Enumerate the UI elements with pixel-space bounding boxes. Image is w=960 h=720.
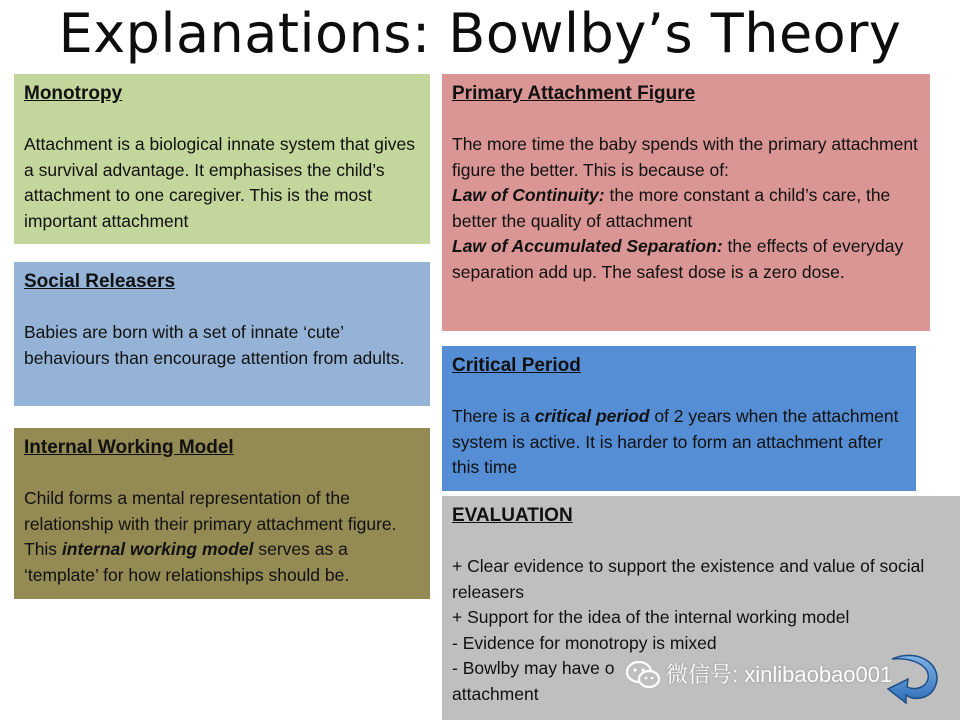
law-continuity-label: Law of Continuity: [452, 185, 605, 205]
wechat-icon [626, 661, 660, 689]
iwm-text [24, 486, 420, 588]
iwm-heading: Internal Working Model [24, 437, 234, 458]
evaluation-heading: EVALUATION [452, 505, 573, 526]
paf-heading: Primary Attachment Figure [452, 83, 696, 104]
paf-law-continuity [452, 183, 920, 234]
evaluation-item: - Evidence for monotropy is mixed [452, 632, 717, 653]
critical-heading: Critical Period [452, 355, 581, 376]
evaluation-item: + Clear evidence to support the existence and value of social releasers [452, 556, 925, 602]
evaluation-item: + Support for the idea of the internal working model [452, 607, 850, 627]
iwm-text-emphasis: internal working model [61, 539, 254, 559]
critical-period-box [442, 346, 916, 491]
social-releasers-box [14, 262, 430, 406]
slide-title: Explanations: Bowlby’s Theory [58, 2, 902, 65]
monotropy-text: Attachment is a biological innate system that gives a survival advantage. It emphasises the child’s attachment to one caregiver. This is the most important attachment [24, 134, 416, 231]
law-separation-label: Law of Accumulated Separation: [452, 236, 723, 256]
internal-working-model-box [14, 428, 430, 599]
monotropy-box [14, 74, 430, 244]
critical-text-emphasis: critical period [534, 406, 650, 426]
social-releasers-text: Babies are born with a set of innate ‘cute’ behaviours than encourage attention from adults. [24, 322, 405, 368]
critical-text [452, 404, 906, 481]
return-arrow-icon[interactable] [884, 645, 946, 707]
iwm-text-part2: serves as a ‘template’ for how relationships should be. [24, 539, 350, 585]
monotropy-heading: Monotropy [24, 83, 123, 104]
law-continuity-text: the more constant a child’s care, the better the quality of attachment [452, 185, 891, 231]
iwm-text-part1: Child forms a mental representation of the relationship with their primary attachment figure. This [24, 488, 397, 559]
paf-intro: The more time the baby spends with the primary attachment figure the better. This is because of: [452, 134, 918, 180]
primary-attachment-figure-box [442, 74, 930, 331]
critical-text-part2: of 2 years when the attachment system is active. It is harder to form an attachment after this time [452, 406, 899, 477]
watermark-text: 微信号: xinlibaobao001 [666, 662, 893, 687]
evaluation-item: attachment [452, 683, 539, 704]
watermark [626, 660, 892, 690]
evaluation-item: - Bowlby may have o [452, 658, 615, 678]
law-separation-text: the effects of everyday separation add up. The safest dose is a zero dose. [452, 236, 904, 282]
critical-text-part1: There is a [452, 406, 535, 426]
social-releasers-heading: Social Releasers [24, 271, 176, 292]
paf-law-separation [452, 234, 920, 285]
